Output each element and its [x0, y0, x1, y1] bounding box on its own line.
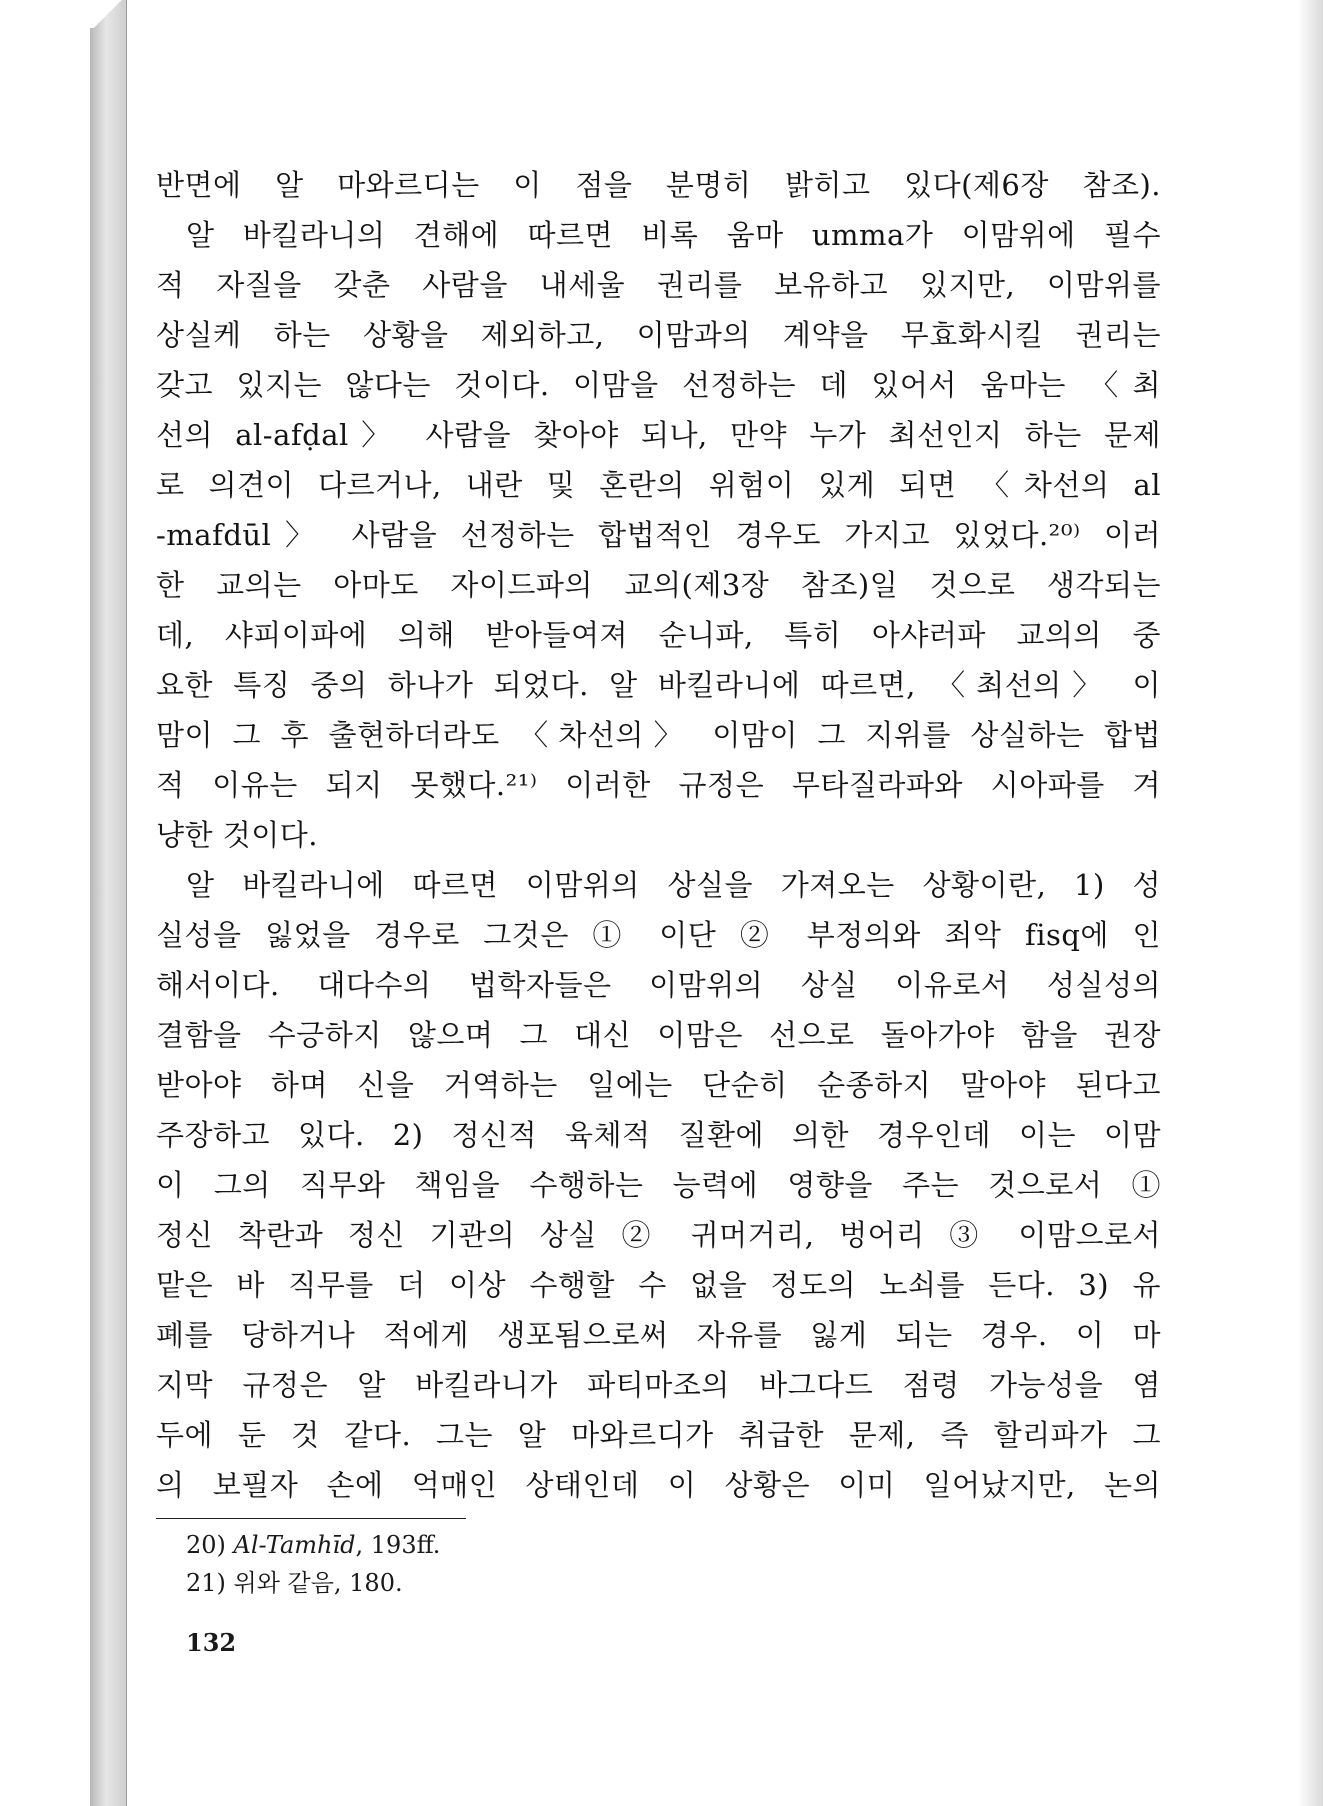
footnote-20-number: 20)	[186, 1531, 226, 1559]
text-line: 선의 al-afḍal〉 사람을 찾아야 되나, 만약 누가 최선인지 하는 문제	[156, 418, 1161, 452]
text-line: 적 자질을 갖춘 사람을 내세울 권리를 보유하고 있지만, 이맘위를	[156, 268, 1161, 302]
text-line: 알 바킬라니의 견해에 따르면 비록 움마 umma가 이맘위에 필수	[186, 218, 1161, 252]
footnote-20-title: Al-Tamhīd	[233, 1531, 356, 1559]
text-line: 상실케 하는 상황을 제외하고, 이맘과의 계약을 무효화시킬 권리는	[156, 318, 1161, 352]
text-line: 실성을 잃었을 경우로 그것은 ① 이단 ② 부정의와 죄악 fisq에 인	[156, 918, 1161, 952]
text-line: 냥한 것이다.	[156, 818, 319, 852]
footnote-21: 21) 위와 같음, 180.	[186, 1569, 403, 1597]
body-text	[156, 160, 1161, 1510]
text-line: 반면에 알 마와르디는 이 점을 분명히 밝히고 있다(제6장 참조).	[156, 168, 1161, 202]
text-line: -mafdūl〉 사람을 선정하는 합법적인 경우도 가지고 있었다.²⁰⁾ 이러	[156, 518, 1161, 552]
page-edge-shadow	[1298, 0, 1323, 1806]
footnote-20	[186, 1526, 440, 1564]
text-line: 데, 샤피이파에 의해 받아들여져 순니파, 특히 아샤러파 교의의 중	[156, 618, 1161, 652]
text-line: 지막 규정은 알 바킬라니가 파티마조의 바그다드 점령 가능성을 염	[156, 1368, 1161, 1402]
text-line: 맘이 그 후 출현하더라도 〈차선의〉 이맘이 그 지위를 상실하는 합법	[156, 718, 1161, 752]
text-line: 결함을 수긍하지 않으며 그 대신 이맘은 선으로 돌아가야 함을 권장	[156, 1018, 1161, 1052]
text-line: 두에 둔 것 같다. 그는 알 마와르디가 취급한 문제, 즉 할리파가 그	[156, 1418, 1161, 1452]
footnote-divider	[156, 1518, 466, 1519]
text-line: 해서이다. 대다수의 법학자들은 이맘위의 상실 이유로서 성실성의	[156, 968, 1161, 1002]
footnote-20-rest: , 193ff.	[355, 1531, 441, 1559]
text-line: 로 의견이 다르거나, 내란 및 혼란의 위험이 있게 되면 〈차선의 al	[156, 468, 1161, 502]
text-line: 요한 특징 중의 하나가 되었다. 알 바킬라니에 따르면, 〈최선의〉 이	[156, 668, 1161, 702]
text-line: 한 교의는 아마도 자이드파의 교의(제3장 참조)일 것으로 생각되는	[156, 568, 1161, 602]
text-line: 알 바킬라니에 따르면 이맘위의 상실을 가져오는 상황이란, 1) 성	[186, 868, 1161, 902]
text-line: 받아야 하며 신을 거역하는 일에는 단순히 순종하지 말아야 된다고	[156, 1068, 1161, 1102]
text-line: 맡은 바 직무를 더 이상 수행할 수 없을 정도의 노쇠를 든다. 3) 유	[156, 1268, 1161, 1302]
text-line: 의 보필자 손에 억매인 상태인데 이 상황은 이미 일어났지만, 논의	[156, 1468, 1161, 1502]
page-number: 132	[186, 1628, 237, 1657]
text-line: 이 그의 직무와 책임을 수행하는 능력에 영향을 주는 것으로서 ①	[156, 1168, 1161, 1202]
footnotes	[186, 1526, 440, 1602]
text-line: 정신 착란과 정신 기관의 상실 ② 귀머거리, 벙어리 ③ 이맘으로서	[156, 1218, 1161, 1252]
text-line: 갖고 있지는 않다는 것이다. 이맘을 선정하는 데 있어서 움마는 〈최	[156, 368, 1161, 402]
book-spine-edge	[90, 0, 126, 1806]
text-line: 폐를 당하거나 적에게 생포됨으로써 자유를 잃게 되는 경우. 이 마	[156, 1318, 1161, 1352]
text-line: 적 이유는 되지 못했다.²¹⁾ 이러한 규정은 무타질라파와 시아파를 겨	[156, 768, 1161, 802]
text-line: 주장하고 있다. 2) 정신적 육체적 질환에 의한 경우인데 이는 이맘	[156, 1118, 1161, 1152]
